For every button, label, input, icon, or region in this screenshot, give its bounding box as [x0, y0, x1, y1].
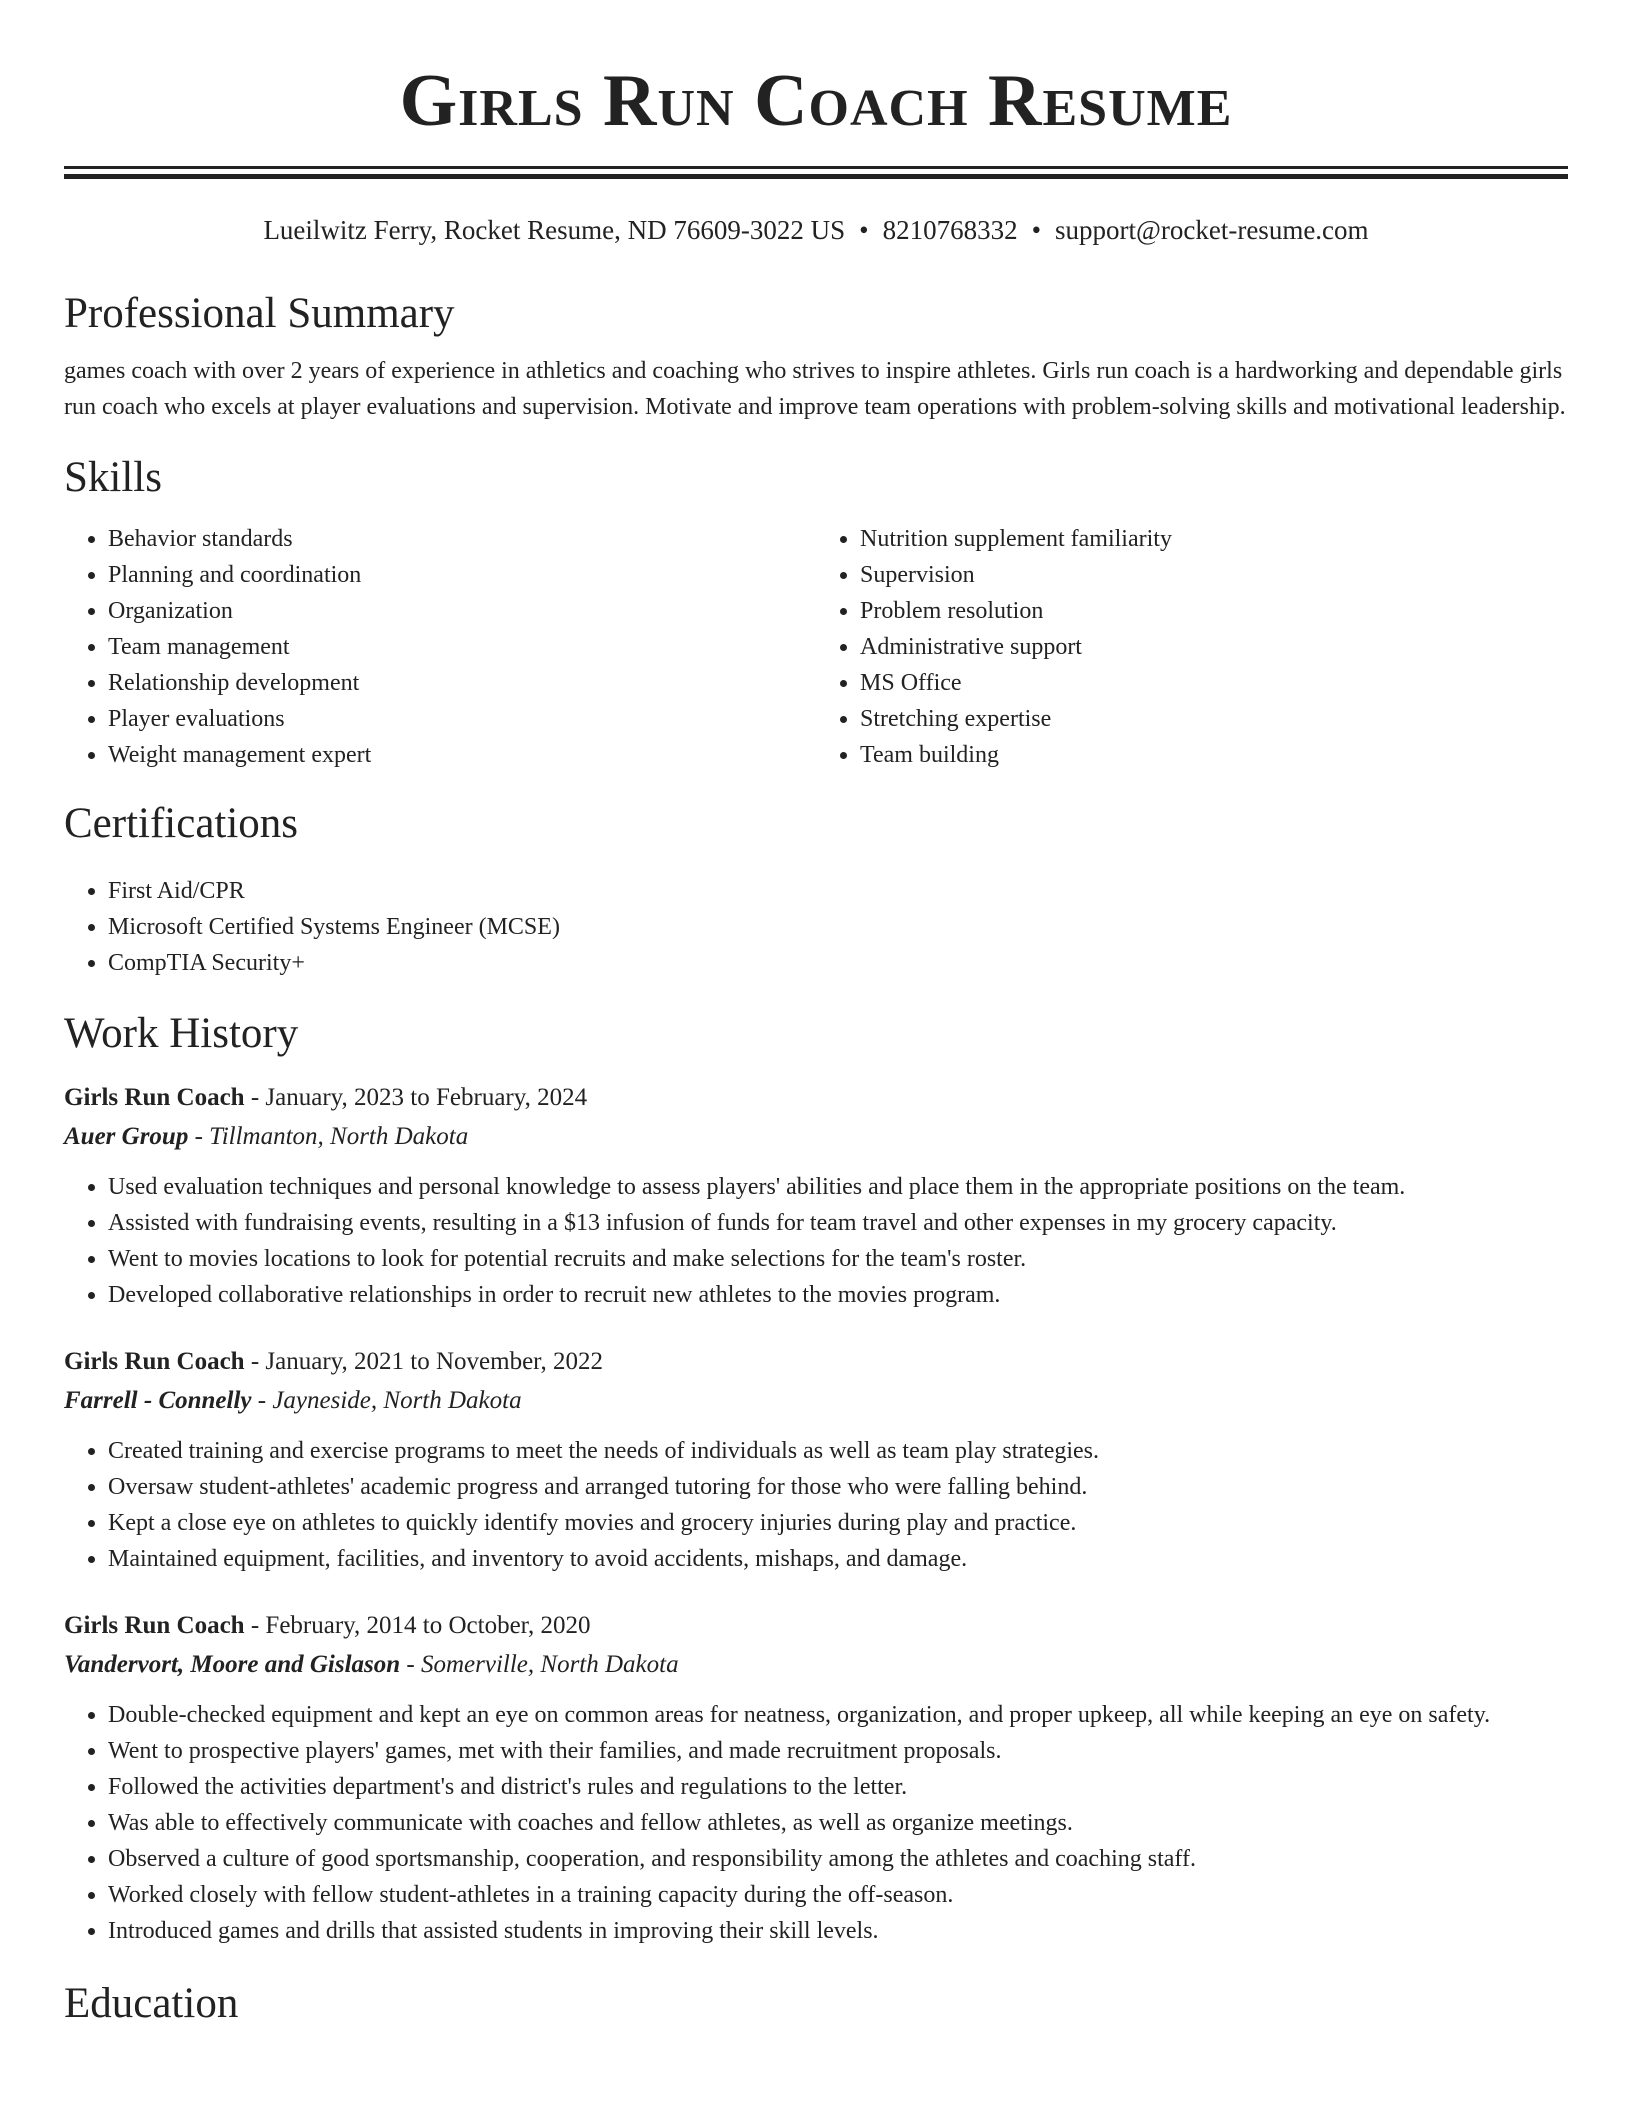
job-bullet: • Maintained equipment, facilities, and inventory to avoid accidents, mishaps, and damage.: [108, 1541, 1568, 1577]
job-dates: - January, 2021 to November, 2022: [244, 1348, 604, 1375]
company-name: Farrell - Connelly: [64, 1387, 252, 1414]
job-bullet: • Observed a culture of good sportsmanship, cooperation, and responsibility among the athletes and coaching staff.: [108, 1841, 1568, 1877]
job-dates: - February, 2014 to October, 2020: [244, 1612, 591, 1639]
job-title: Girls Run Coach: [64, 1348, 245, 1375]
certification-item: • Microsoft Certified Systems Engineer (MCSE): [108, 909, 1568, 945]
contact-line: [64, 213, 1568, 247]
job-bullets: [64, 1697, 1568, 1949]
company-line: [64, 1117, 1568, 1157]
company-name: Vandervort, Moore and Gislason: [64, 1651, 401, 1678]
job-bullet: • Oversaw student-athletes' academic progress and arranged tutoring for those who were falling behind.: [108, 1469, 1568, 1505]
job-bullet: • Developed collaborative relationships in order to recruit new athletes to the movies program.: [108, 1277, 1568, 1313]
job-bullet: • Created training and exercise programs to meet the needs of individuals as well as team play strategies.: [108, 1433, 1568, 1469]
job-bullet: • Kept a close eye on athletes to quickly identify movies and grocery injuries during play and practice.: [108, 1505, 1568, 1541]
skill-item: • Team building: [860, 737, 1568, 773]
job-title: Girls Run Coach: [64, 1084, 245, 1111]
skill-item: • Stretching expertise: [860, 701, 1568, 737]
company-location: - Somerville, North Dakota: [400, 1651, 679, 1678]
job-bullet: • Was able to effectively communicate with coaches and fellow athletes, as well as organize meetings.: [108, 1805, 1568, 1841]
skill-item: • MS Office: [860, 665, 1568, 701]
contact-separator: •: [1031, 215, 1042, 245]
skill-item: • Nutrition supplement familiarity: [860, 521, 1568, 557]
contact-phone: 8210768332: [882, 215, 1018, 245]
skills-heading: Skills: [64, 454, 162, 501]
job-bullet: • Went to prospective players' games, met with their families, and made recruitment proposals.: [108, 1733, 1568, 1769]
certifications-list: [64, 873, 1568, 981]
job-bullets: [64, 1169, 1568, 1313]
skill-item: • Team management: [108, 629, 816, 665]
job-bullet: • Introduced games and drills that assisted students in improving their skill levels.: [108, 1913, 1568, 1949]
job-dates: - January, 2023 to February, 2024: [244, 1084, 588, 1111]
company-location: - Jayneside, North Dakota: [251, 1387, 522, 1414]
certifications-heading: Certifications: [64, 800, 299, 847]
skill-item: • Organization: [108, 593, 816, 629]
job-entry: [64, 1607, 1568, 1949]
resume-title: Girls Run Coach Resume: [399, 60, 1233, 142]
job-title-line: [64, 1079, 1568, 1117]
skill-item: • Weight management expert: [108, 737, 816, 773]
certification-item: • First Aid/CPR: [108, 873, 1568, 909]
skill-item: • Behavior standards: [108, 521, 816, 557]
company-line: [64, 1381, 1568, 1421]
job-bullet: • Followed the activities department's and district's rules and regulations to the letter.: [108, 1769, 1568, 1805]
education-heading: Education: [64, 1980, 239, 2027]
summary-heading: Professional Summary: [64, 290, 455, 337]
company-location: - Tillmanton, North Dakota: [188, 1123, 469, 1150]
job-entry: [64, 1079, 1568, 1313]
title-double-rule: [64, 166, 1568, 179]
contact-address: Lueilwitz Ferry, Rocket Resume, ND 76609-3022 US: [263, 215, 846, 245]
contact-email: support@rocket-resume.com: [1055, 215, 1369, 245]
job-bullet: • Double-checked equipment and kept an eye on common areas for neatness, organization, and proper upkeep, all while keeping an eye on safety.: [108, 1697, 1568, 1733]
skill-item: • Relationship development: [108, 665, 816, 701]
work-history-heading: Work History: [64, 1010, 299, 1057]
job-title-line: [64, 1343, 1568, 1381]
summary-text: games coach with over 2 years of experience in athletics and coaching who strives to inspire athletes. Girls run coach is a hardworking and dependable girls run coach who excels at player evaluations and supervision. Motivate and improve team operations with problem-solving skills and motivational leadership.: [64, 358, 1566, 420]
contact-separator: •: [859, 215, 869, 245]
skill-item: • Administrative support: [860, 629, 1568, 665]
job-title: Girls Run Coach: [64, 1612, 245, 1639]
skill-item: • Problem resolution: [860, 593, 1568, 629]
job-bullet: • Worked closely with fellow student-athletes in a training capacity during the off-season.: [108, 1877, 1568, 1913]
company-name: Auer Group: [64, 1123, 189, 1150]
skill-item: • Planning and coordination: [108, 557, 816, 593]
certification-item: • CompTIA Security+: [108, 945, 1568, 981]
job-bullet: • Went to movies locations to look for potential recruits and make selections for the team's roster.: [108, 1241, 1568, 1277]
job-bullets: [64, 1433, 1568, 1577]
skill-item: • Supervision: [860, 557, 1568, 593]
skill-item: • Player evaluations: [108, 701, 816, 737]
job-title-line: [64, 1607, 1568, 1645]
job-bullet: • Assisted with fundraising events, resulting in a $13 infusion of funds for team travel and other expenses in my grocery capacity.: [108, 1205, 1568, 1241]
skills-right-column: [816, 521, 1568, 773]
skills-list: [64, 521, 1568, 773]
company-line: [64, 1645, 1568, 1685]
skills-left-column: [64, 521, 816, 773]
job-entry: [64, 1343, 1568, 1577]
job-bullet: • Used evaluation techniques and personal knowledge to assess players' abilities and place them in the appropriate positions on the team.: [108, 1169, 1568, 1205]
